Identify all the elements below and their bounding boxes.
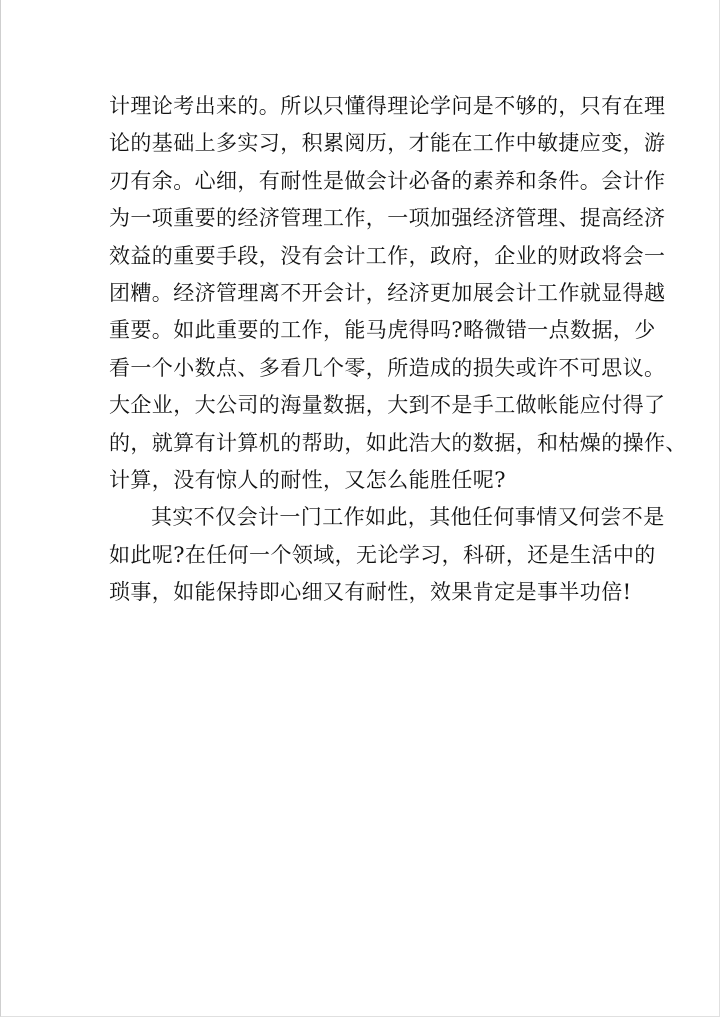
text-line: 计算，没有惊人的耐性，又怎么能胜任呢? bbox=[109, 467, 506, 492]
text-line: 团糟。经济管理离不开会计，经济更加展会计工作就显得越 bbox=[109, 280, 666, 305]
document-body bbox=[109, 88, 687, 611]
text-line: 的，就算有计算机的帮助，如此浩大的数据，和枯燥的操作、 bbox=[109, 430, 687, 455]
text-line: 计理论考出来的。所以只懂得理论学问是不够的，只有在理 bbox=[109, 94, 666, 118]
text-line: 刃有余。心细，有耐性是做会计必备的素养和条件。会计作 bbox=[109, 168, 666, 193]
text-line: 如此呢?在任何一个领域，无论学习，科研，还是生活中的 bbox=[109, 542, 656, 567]
text-line: 重要。如此重要的工作，能马虎得吗?略微错一点数据，少 bbox=[109, 318, 656, 343]
text-line: 看一个小数点、多看几个零，所造成的损失或许不可思议。 bbox=[109, 355, 666, 380]
text-line: 为一项重要的经济管理工作，一项加强经济管理、提高经济 bbox=[109, 206, 666, 231]
text-line: 论的基础上多实习，积累阅历，才能在工作中敏捷应变，游 bbox=[109, 131, 666, 156]
text-line: 大企业，大公司的海量数据，大到不是手工做帐能应付得了 bbox=[109, 393, 666, 418]
paragraph bbox=[109, 88, 687, 499]
text-line: 效益的重要手段，没有会计工作，政府，企业的财政将会一 bbox=[109, 243, 666, 268]
paragraph bbox=[109, 499, 665, 611]
text-line: 琐事，如能保持即心细又有耐性，效果肯定是事半功倍! bbox=[109, 580, 632, 605]
text-line: 其实不仅会计一门工作如此，其他任何事情又何尝不是 bbox=[151, 505, 665, 530]
